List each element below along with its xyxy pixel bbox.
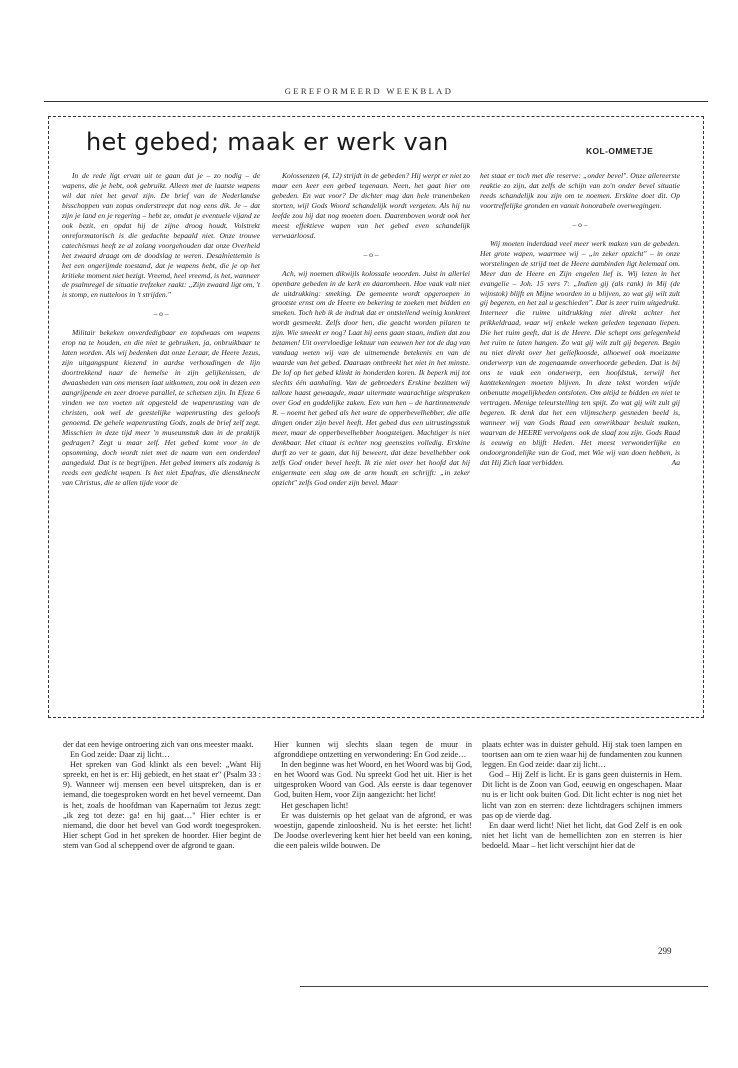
paragraph: God – Hij Zelf is licht. Er is gans geen duisternis in Hem. Dit licht is de Zoon van God, eeuwig en ongeschapen. Maar nu is er licht ook buiten God. Dit licht echter is nog niet het licht van zon en sterren: deze lichtdragers schijnen immers pas op de vierde dag. — [482, 770, 682, 820]
section-separator: – o – — [153, 309, 169, 319]
paragraph: plaats echter was in duister gehuld. Hij stak toen lampen en toortsen aan om te zien waar hij de fundamenten zou kunnen leggen. En God zeide: daar zij licht… — [482, 740, 682, 770]
section-separator: – o – — [363, 249, 379, 259]
article-column-1 — [62, 171, 260, 488]
page-number: 299 — [658, 946, 672, 956]
paragraph: het staat er toch met die reserve: „onder bevel". Onze allereerste reaktie zo zijn, dat zelfs de schijn van zo'n onder bevel situatie reeds schandelijk zou zijn om te noemen. Erskine doet dit. Op voortreffelijke gronden en vanuit honorabele overwegingen. — [480, 171, 680, 210]
paragraph: Het geschapen licht! — [281, 800, 349, 810]
paragraph: In de rede ligt ervan uit te gaan dat je – zo nodig – de wapens, die je hebt, ook gebruikt. Alleen met de laatste wapens wil dat niet het geval zijn. De brief van de Nederlandse bisschoppen van zopas onderstreept dat nog eens dik. Je – dat zijn je land en je regering – hebt ze, omdat je eventuele vijand ze ook bezit, en opdat hij de zijne droog houdt. Volstrekt onreformatorisch is die gedachte bepaald niet. Onze trouwe catechismus heeft ze al zolang voorgehouden dat onze Overheid het zwaard draagt om de doodslag te weren. Desalniettemin is het een ongerijmde toestand, dat je wapens hebt, die je op het kritieke moment niet bezigt. Vreemd, heel vreemd, is het, wanneer de psalmregel de situatie trefzeker raakt: „Zijn zwaard ligt om, 't is stomp, en nutteloos in 't strijden." — [62, 171, 260, 300]
body-column-3 — [482, 740, 682, 851]
paragraph: Kolossenzen (4, 12) strijdt in de gebeden? Hij werpt er niet zo maar een keer een gebed tegenaan. Neen, het gaat hier om gebeden. En wat voor? De dichter mag dan hele tranenbeken storten, wijl Gods Woord schandelijk wordt vergeten. Als hij nu leefde zou hij dat nog moeten doen. Daarenboven wordt ook het meest effektieve wapen van het gebed even schandelijk verwaarloosd. — [272, 171, 470, 240]
footer-rule — [300, 986, 708, 987]
paragraph: Militair bekeken onverdedigbaar en topdwaas om wapens erop na te houden, en die niet te gebruiken, ja, onbruikbaar te laten worden. Als wij bedenken dat onze Leraar, de Heere Jezus, zijn uitgangspunt kiezend in aardse verhoudingen de lijn doortrekkend naar de hemelse in zijn gelijkenissen, de dwaasheden van ons mensen laat uitkomen, zou ook in dezen een aangrijpende en zeer droeve parallel, te schetsen zijn. In Efeze 6 vinden we ten voeten uit opgesteld de wapenrusting van de christen, ook wel de geestelijke wapenrusting des geloofs genoemd. De gehele wapenrusting Gods, zoals de brief zelf zegt. Misschien in deze tijd meer 'n museumstuk dan in de praktijk gedragen? Zegt u maar zelf. Het gebed komt voor in de opsomming, doch wordt niet met de naam van een onderdeel aangeduid. Dat is te begrijpen. Het gebed immers als zodanig is reeds een gedicht wapen. Is het niet Epafras, die dienstknecht van Christus, die te allen tijde voor de — [62, 328, 260, 487]
paragraph: Er was duisternis op het gelaat van de afgrond, er was woestijn, gapende zinloosheid. Nu is het eerste: het licht! De Joodse overlevering kent hier het beeld van een koning, die een paleis wilde bouwen. De — [274, 810, 472, 850]
author-signature: Aa — [671, 457, 680, 467]
body-column-1 — [63, 740, 261, 851]
paragraph: En God zeide: Daar zij licht… — [70, 750, 170, 760]
running-head: GEREFORMEERD WEEKBLAD — [284, 86, 454, 96]
article-column-3 — [480, 171, 680, 468]
paragraph: Hier kunnen wij slechts slaan tegen de muur in afgronddiepe ontzetting en verwondering: En God zeide… — [274, 740, 472, 760]
header-rule — [44, 101, 708, 102]
body-column-2 — [274, 740, 472, 851]
paragraph: Het spreken van God klinkt als een bevel: „Want Hij spreekt, en het is er: Hij gebiedt, en het staat er" (Psalm 33 : 9). Wanneer wij mensen een bevel uitspreken, dan is er iemand, die toegesproken wordt en het bevel verneemt. Dan is het, zoals de hoofdman van Kapernaüm tot Jezus zegt: „ik zeg tot deze: ga! en hij gaat…" Hier echter is er niemand, die door het bevel van God wordt toegesproken. Hier schept God in het spreken de hoorder. Hier begint de stem van God al scheppend over de afgrond te gaan. — [63, 760, 261, 850]
article-title: het gebed; maak er werk van — [86, 128, 449, 156]
paragraph: In den beginne was het Woord, en het Woord was bij God, en het Woord was God. Nu spreekt God het uit. Hier is het uitgesproken Woord van God. Als eerste is daar tegenover God, buiten Hem, voor Zijn aangezicht: het licht! — [274, 760, 472, 800]
paragraph: Ach, wij noemen dikwijls kolossale woorden. Juist in allerlei openbare gebeden in de kerk en daaromheen. Hoe vaak valt niet de uitdrukking: smeking. De gemeente wordt opgeroepen in grootste ernst om de Heere en bekering te zoeken met bidden en smeken. Toch heb ik de indruk dat er ontstellend weinig konkreet wordt gesmeekt. Zelfs door hen, die geacht worden pilaren te zijn. Wie smeekt er nog? Laat hij eens gaan staan, indien dat zou betamen! Uit overvloedige lektuur van eeuwen her tot de dag van vandaag weten wij van de uitnemende betekenis en van de waarde van het gebed. Daaraan ontbreekt het niet in het minste. De lof op het gebed klinkt in honderden koren. Ik beperk mij tot slechts één aanhaling. Van de gebroeders Erskine bezitten wij talloze haast gewaagde, maar uitermate waarachtige uitspraken over God en goddelijke zaken. Een van hen – de hartinnemende R. – noemt het gebed als het ware de opperbevelhebber, die alle dingen onder zijn bevel heeft. Het gebed dus een uitrustingsstuk meer, maar de opperbevelhebber hoogsteigen. Machtiger is niet denkbaar. Het citaat is echter nog geenszins volledig. Erskine durft zo ver te gaan, dat hij beweert, dat deze bevelhebber ook zelfs God onder bevel heeft. Ik zie niet over het hoofd dat hij enigermate een slag om de arm houdt en schrijft: „in zeker opzicht" zelfs God onder zijn bevel. Maar — [272, 268, 470, 487]
paragraph-text: Wij moeten inderdaad veel meer werk maken van de gebeden. Het grote wapen, waarmee wij – „in zeker opzicht" – in onze worstelingen de strijd met de Heere aambinden ligt helemaal om. Meer dan de Heere en Zijn engelen lief is. Wij lezen in het evangelie – Joh. 15 vers 7: „Indien gij (als rank) in Mij (de wijnstok) blijft en Mijne woorden in u blijven, zo wat gij wilt zult gij begeren, en het zal u geschieden". Dat is zeer ruim uitgedrukt. Interneer die ruime uitdrukking niet direkt achter het prikkeldraad, waar wij enkele weken geleden tegenaan liepen. Die het ruim geeft, dat is de Heere. Die schept ons gelegenheid het ruim te laten hangen. Zo wat gij wilt zult gij begeren. Begin nu niet direkt over het geliefkoosde, alhoewel ook moeizame onderwerp van de zogenaamde onverhoorde gebeden. Dat is bij ons te vaak een onderwerp, een hoofdstuk, terwijl het kanttekeningen moeten blijven. In deze tekst worden wijde onbenutte mogelijkheden ontsloten. Om altijd te bidden en niet te vertragen. Menige teleurstelling ten spijt. Zo wat gij wilt zult gij begeren. Ik denk dat het een vlijmscherp gesneden beeld is, wanneer wij van Gods Raad een onwrikbaar besluit maken, waarvan de HEERE vervolgens ook de slaaf zou zijn. Gods Raad is eeuwig en blijft Heden. Het meest verwonderlijke en ondoorgrondelijke van de God, met Wie wij van doen hebben, is dat Hij Zich laat verbidden. — [480, 238, 680, 467]
column-label: KOL-OMMETJE — [586, 146, 654, 156]
paragraph — [480, 239, 680, 468]
article-column-2 — [272, 171, 470, 488]
paragraph: der dat een hevige ontroering zich van ons meester maakt. — [63, 740, 254, 749]
section-separator: – o – — [572, 219, 588, 229]
paragraph: En daar werd licht! Niet het licht, dat God Zelf is en ook niet het licht van de hemellichten zon en sterren is hier bedoeld. Maar – het licht verschijnt hier dat de — [482, 820, 682, 850]
